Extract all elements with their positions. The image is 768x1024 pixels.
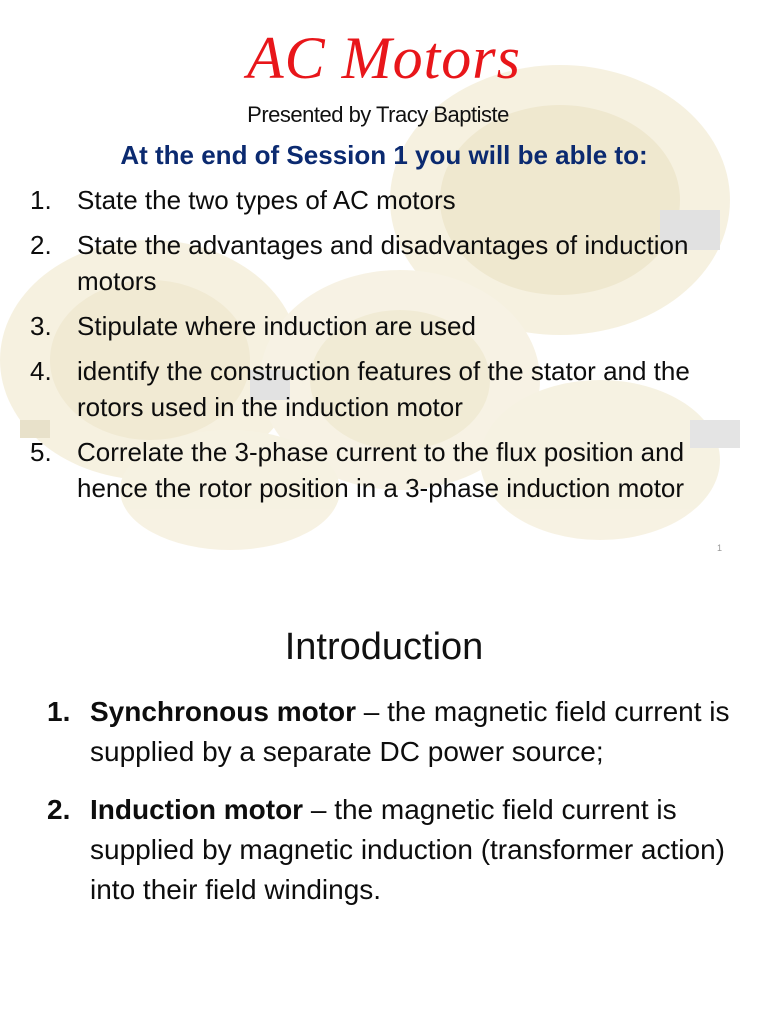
objective-item	[0, 308, 740, 344]
objective-item	[0, 353, 740, 425]
motor-type-description: – the magnetic field current is supplied by magnetic induction (transformer action) into their field windings.	[90, 794, 725, 905]
page-number: 1	[716, 543, 722, 553]
motor-type-number: 1.	[47, 696, 71, 727]
objective-number: 1.	[30, 185, 52, 215]
motor-type-item	[0, 692, 730, 772]
objective-item	[0, 182, 740, 218]
objective-number: 3.	[30, 311, 52, 341]
objective-text: State the two types of AC motors	[77, 185, 456, 215]
motor-type-item	[0, 790, 730, 910]
slide-title: AC Motors	[246, 25, 522, 91]
motor-type-number: 2.	[47, 794, 71, 825]
objective-item	[0, 227, 740, 299]
objective-number: 5.	[30, 437, 52, 467]
objectives-list	[0, 182, 740, 515]
motor-type-term: Synchronous motor	[90, 696, 357, 727]
presenter-line: Presented by Tracy Baptiste	[247, 102, 509, 127]
motor-type-term: Induction motor	[90, 794, 304, 825]
objective-text: Correlate the 3-phase current to the flux position and hence the rotor position in a 3-phase induction motor	[77, 437, 685, 503]
objective-number: 2.	[30, 230, 52, 260]
motor-types-list	[0, 692, 730, 928]
objective-text: Stipulate where induction are used	[77, 311, 476, 341]
objective-item	[0, 434, 740, 506]
objective-text: identify the construction features of the stator and the rotors used in the induction motor	[77, 356, 690, 422]
objective-text: State the advantages and disadvantages of induction motors	[77, 230, 689, 296]
slide-2	[0, 566, 768, 1024]
motor-type-description: – the magnetic field current is supplied by a separate DC power source;	[90, 696, 730, 767]
introduction-heading: Introduction	[284, 626, 484, 668]
objectives-heading: At the end of Session 1 you will be able to:	[120, 140, 648, 170]
objective-number: 4.	[30, 356, 52, 386]
